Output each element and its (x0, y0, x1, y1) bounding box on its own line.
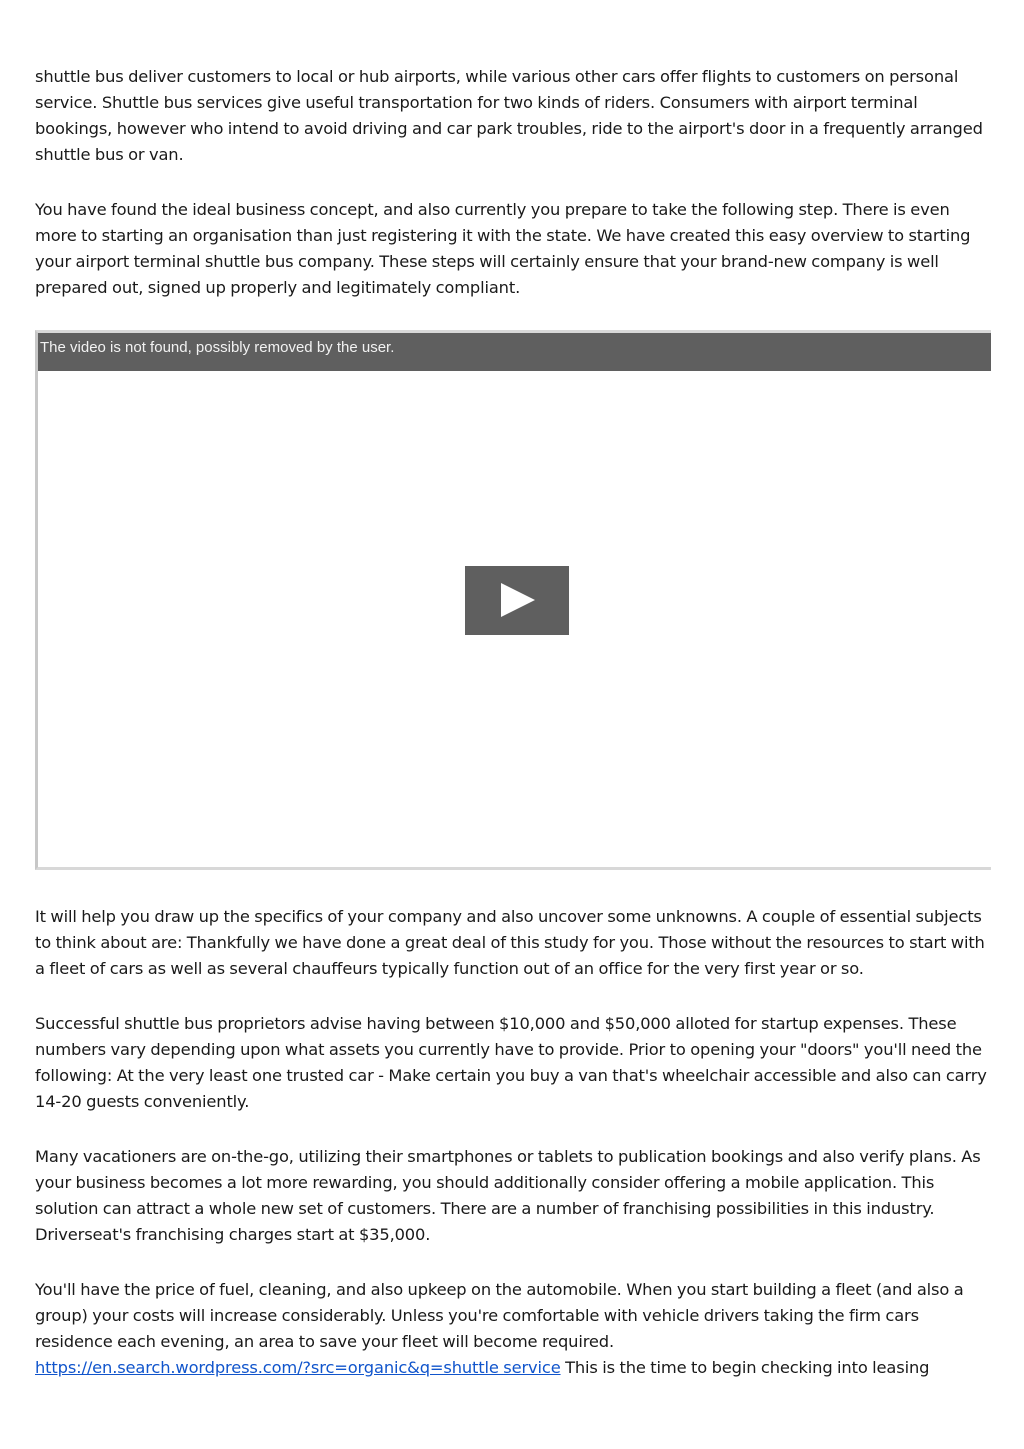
paragraph-5: Many vacationers are on-the-go, utilizing their smartphones or tablets to publication bookings and also verify plans. As your business becomes a lot more rewarding, you should additionally consider offering a mobile application. This solution can attract a whole new set of customers. There are a number of franchising possibilities in this industry. Driverseat's franchising charges start at $35,000. (35, 1147, 981, 1244)
paragraph-3: It will help you draw up the specifics of your company and also uncover some unknowns. A couple of essential subjects to think about are: Thankfully we have done a great deal of this study for you. Those without the resources to start with a fleet of cars as well as several chauffeurs typically function out of an office for the very first year or so. (35, 907, 985, 978)
paragraph-6-text: You'll have the price of fuel, cleaning, and also upkeep on the automobile. When you start building a fleet (and also a group) your costs will increase considerably. Unless you're comfortable with vehicle drivers taking the firm cars residence each evening, an area to save your fleet will become required. (35, 1280, 964, 1351)
paragraph-6-continuation: This is the time to begin checking into leasing (560, 1358, 930, 1377)
video-error-message: The video is not found, possibly removed by the user. (40, 339, 395, 356)
paragraph-6 (35, 1277, 995, 1381)
paragraph-2: You have found the ideal business concept, and also currently you prepare to take the following step. There is even more to starting an organisation than just registering it with the state. We have created this easy overview to starting your airport terminal shuttle bus company. These steps will certainly ensure that your brand-new company is well prepared out, signed up properly and legitimately compliant. (35, 200, 971, 297)
paragraph-4: Successful shuttle bus proprietors advise having between $10,000 and $50,000 alloted for startup expenses. These numbers vary depending upon what assets you currently have to provide. Prior to opening your "doors" you'll need the following: At the very least one trusted car - Make certain you buy a van that's wheelchair accessible and also can carry 14-20 guests conveniently. (35, 1014, 987, 1111)
video-embed[interactable] (35, 330, 991, 870)
paragraph-1: shuttle bus deliver customers to local or hub airports, while various other cars offer flights to customers on personal service. Shuttle bus services give useful transportation for two kinds of riders. Consumers with airport terminal bookings, however who intend to avoid driving and car park troubles, ride to the airport's door in a frequently arranged shuttle bus or van. (35, 67, 983, 164)
shuttle-service-link[interactable]: https://en.search.wordpress.com/?src=organic&q=shuttle service (35, 1358, 561, 1377)
play-icon (501, 583, 535, 617)
video-error-bar (38, 333, 991, 371)
video-play-button[interactable] (465, 566, 569, 635)
document-page (35, 64, 995, 1410)
